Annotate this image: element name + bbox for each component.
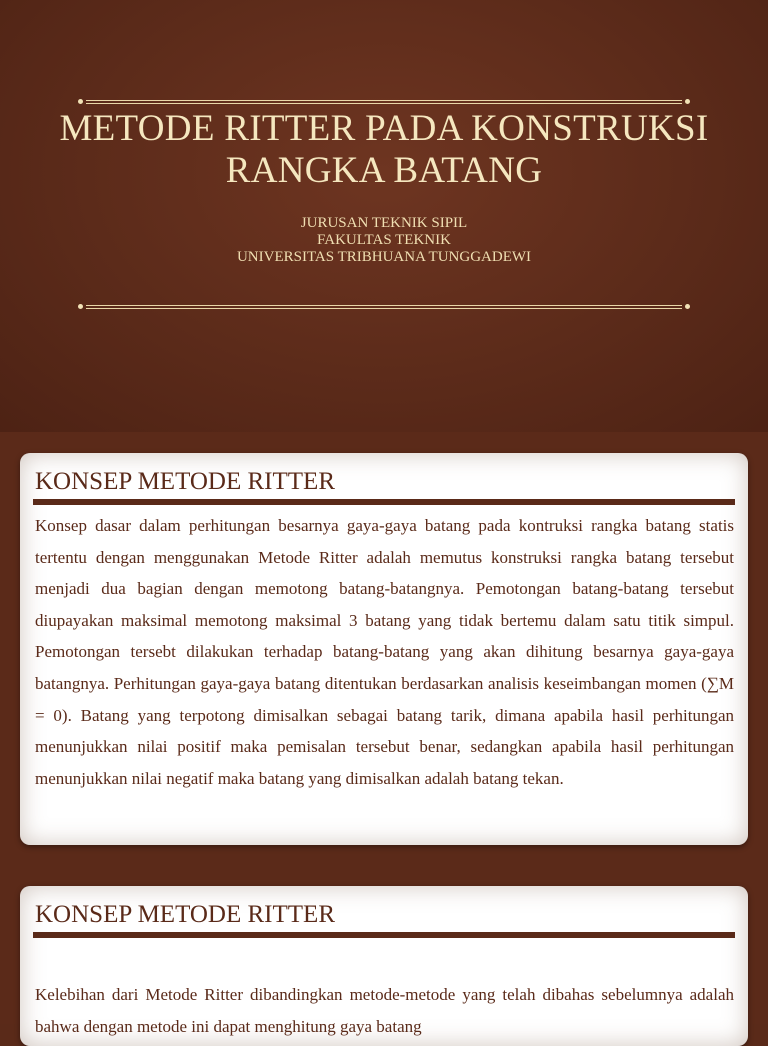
bottom-ornament-rule [78, 304, 690, 310]
subtitle-line-university: UNIVERSITAS TRIBHUANA TUNGGADEWI [236, 249, 532, 265]
title-slide [0, 0, 768, 432]
slide-2-body-text: Konsep dasar dalam perhitungan besarnya gaya-gaya batang pada kontruksi rangka batang statis tertentu dengan menggunakan Metode Ritter adalah memutus konstruksi rangka batang tersebut menjadi dua bagian dengan memotong batang-batangnya. Pemotongan batang-batang tersebut diupayakan maksimal memotong maksimal 3 batang yang tidak bertemu dalam satu titik simpul. Pemotongan tersebt dilakukan terhadap batang-batang yang akan dihitung besarnya gaya-gaya batangnya. Perhitungan gaya-gaya batang ditentukan berdasarkan analisis keseimbangan momen (∑M = 0). Batang yang terpotong dimisalkan sebagai batang tarik, dimana apabila hasil perhitungan menunjukkan nilai positif maka pemisalan tersebut benar, sedangkan apabila hasil perhitungan menunjukkan nilai negatif maka batang yang dimisalkan adalah batang tekan. [35, 516, 734, 788]
slide-3-heading: KONSEP METODE RITTER [35, 901, 335, 928]
slide-2-heading: KONSEP METODE RITTER [35, 468, 335, 495]
slide-2-heading-rule [33, 499, 735, 505]
slide-2-card [20, 453, 748, 845]
subtitle-line-department: JURUSAN TEKNIK SIPIL [300, 215, 468, 231]
presentation-title: METODE RITTER PADA KONSTRUKSI RANGKA BATANG [59, 108, 709, 191]
top-ornament-rule [78, 99, 690, 105]
slide-3-body-text: Kelebihan dari Metode Ritter dibandingkan metode-metode yang telah dibahas sebelumnya adalah bahwa dengan metode ini dapat menghitung gaya batang [35, 985, 734, 1036]
presentation-subtitle [20, 215, 748, 266]
slide-3-heading-rule [33, 932, 735, 938]
slide-3-card [20, 886, 748, 1046]
subtitle-line-faculty: FAKULTAS TEKNIK [317, 232, 451, 248]
